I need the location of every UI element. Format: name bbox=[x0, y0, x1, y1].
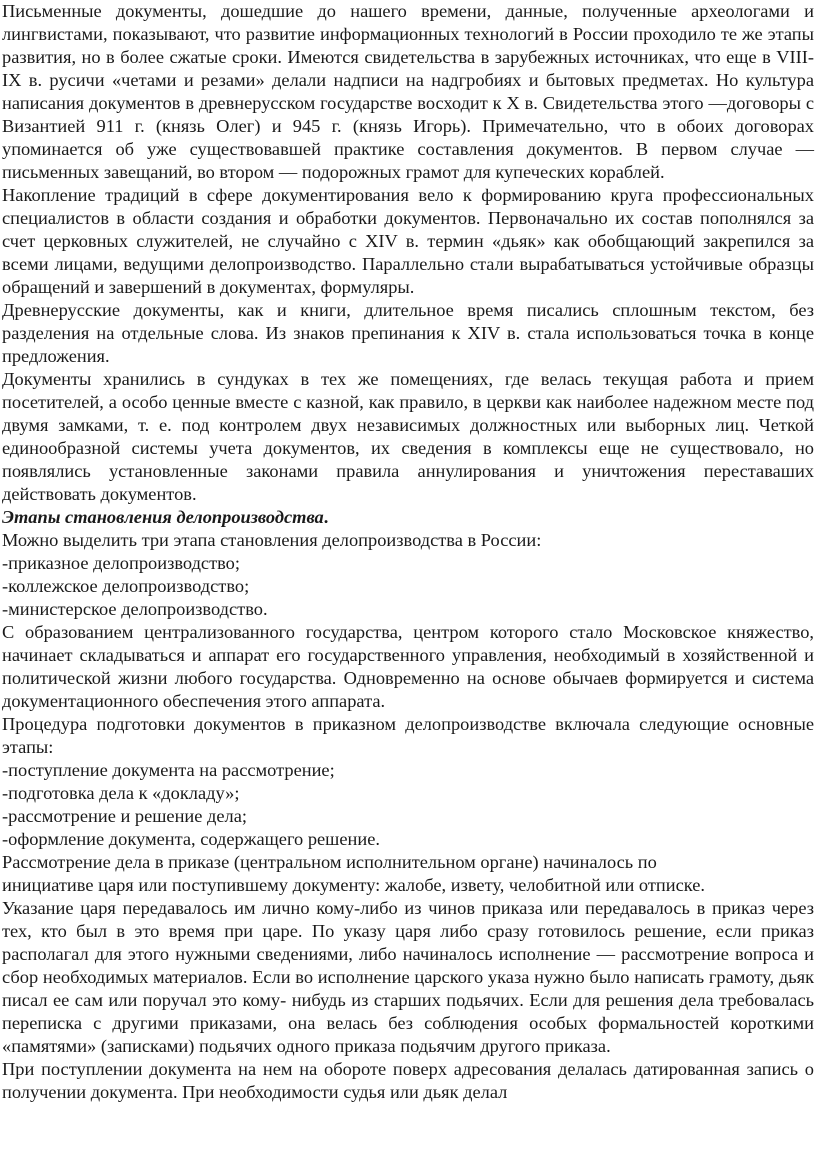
steps-list bbox=[2, 759, 814, 851]
list-item: -министерское делопроизводство. bbox=[2, 599, 268, 619]
paragraph-document-receipt: При поступлении документа на нем на обороте поверх адресования делалась датированная запись о получении документа. При необходимости судья или дьяк делал bbox=[2, 1059, 814, 1102]
paragraph-old-russian-docs: Древнерусские документы, как и книги, длительное время писались сплошным текстом, без разделения на отдельные слова. Из знаков препинания к XIV в. стала использоваться точка в конце предложения. bbox=[2, 300, 814, 366]
paragraph-consideration-line-1: Рассмотрение дела в приказе (центральном исполнительном органе) начиналось по bbox=[2, 852, 657, 872]
stages-list bbox=[2, 552, 814, 621]
heading-dot: . bbox=[323, 507, 329, 527]
paragraph-consideration-line-2: инициативе царя или поступившему документу: жалобе, извету, челобитной или отписке. bbox=[2, 875, 705, 895]
list-item: -коллежское делопроизводство; bbox=[2, 576, 250, 596]
paragraph-procedure: Процедура подготовки документов в приказном делопроизводстве включала следующие основные этапы: bbox=[2, 714, 814, 757]
list-item: -подготовка дела к «докладу»; bbox=[2, 783, 240, 803]
paragraph-tsar-instruction: Указание царя передавалось им лично кому-либо из чинов приказа или передавалось в приказ через тех, кто был в это время при царе. По указу царя либо сразу готовилось решение, если приказ располагал для этого нужными сведениями, либо начиналось исполнение — рассмотрение вопроса и сбор необходимых материалов. Если во исполнение царского указа нужно было написать грамоту, дьяк писал ее сам или поручал это кому- нибудь из старших подьячих. Если для решения дела требовалась переписка с другими приказами, она велась без соблюдения особых формальностей короткими «памятями» (записками) подьячих одного приказа подьячим другого приказа. bbox=[2, 898, 814, 1056]
paragraph-written-documents: Письменные документы, дошедшие до нашего времени, данные, полученные археологами и лингвистами, показывают, что развитие информационных технологий в России проходило те же этапы развития, но в более сжатые сроки. Имеются свидетельства в зарубежных источниках, что еще в VIII-IX в. русичи «четами и резами» делали надписи на надгробиях и бытовых предметах. Но культура написания документов в древнерусском государстве восходит к X в. Свидетельства этого —договоры с Византией 911 г. (князь Олег) и 945 г. (князь Игорь). Примечательно, что в обоих договорах упоминается об уже существовавшей практике составления документов. В первом случае — письменных завещаний, во втором — подорожных грамот для купеческих кораблей. bbox=[2, 1, 814, 182]
paragraph-storage: Документы хранились в сундуках в тех же помещениях, где велась текущая работа и прием посетителей, а особо ценные вместе с казной, как правило, в церкви как наиболее надежном месте под двумя замками, т. е. под контролем двух независимых должностных или выборных лиц. Четкой единообразной системы учета документов, их сведения в комплексы еще не существовало, но появлялись установленные законами правила аннулирования и уничтожения переставаших действовать документов. bbox=[2, 369, 814, 504]
section-heading bbox=[2, 506, 814, 529]
paragraph-three-stages: Можно выделить три этапа становления делопроизводства в России: bbox=[2, 530, 542, 550]
paragraph-traditions: Накопление традиций в сфере документирования вело к формированию круга профессиональных специалистов в области создания и обработки документов. Первоначально их состав пополнялся за счет церковных служителей, не случайно с XIV в. термин «дьяк» как обобщающий закрепился за всеми лицами, ведущими делопроизводство. Параллельно стали вырабатываться устойчивые образцы обращений и завершений в документах, формуляры. bbox=[2, 185, 814, 297]
list-item: -оформление документа, содержащего решение. bbox=[2, 829, 380, 849]
list-item: -поступление документа на рассмотрение; bbox=[2, 760, 335, 780]
heading-text: Этапы становления делопроизводства bbox=[2, 507, 324, 527]
list-item: -рассмотрение и решение дела; bbox=[2, 806, 247, 826]
list-item: -приказное делопроизводство; bbox=[2, 553, 240, 573]
paragraph-centralized-state: С образованием централизованного государства, центром которого стало Московское княжество, начинает складываться и аппарат его государственного управления, необходимый в хозяйственной и политической жизни любого государства. Одновременно на основе обычаев формируется и система документационного обеспечения этого аппарата. bbox=[2, 622, 814, 711]
